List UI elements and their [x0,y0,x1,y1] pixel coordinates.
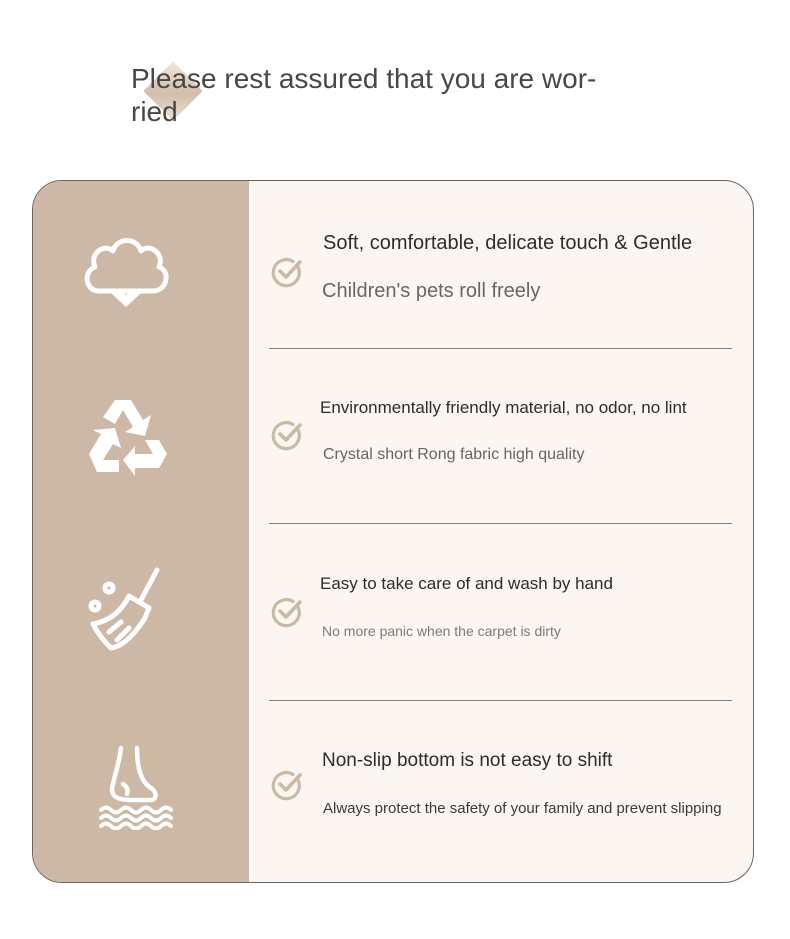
page-title: Please rest assured that you are wor- ried [131,63,597,127]
row-divider [269,523,732,524]
check-icon [271,419,303,451]
row-divider [269,348,732,349]
check-icon [271,596,303,628]
feature-subtitle: Always protect the safety of your family and prevent slipping [323,800,722,817]
brush-icon [87,566,167,652]
check-icon [271,256,303,288]
recycle-icon [85,396,169,476]
feature-subtitle: Children's pets roll freely [322,280,541,302]
foot-wave-icon [97,744,175,830]
feature-title: Soft, comfortable, delicate touch & Gentle [323,232,693,254]
cotton-icon [81,233,171,309]
feature-subtitle: No more panic when the carpet is dirty [322,623,561,639]
features-card [32,180,754,883]
feature-title: Non-slip bottom is not easy to shift [322,750,613,771]
row-divider [269,700,732,701]
feature-subtitle: Crystal short Rong fabric high quality [323,446,585,463]
check-icon [271,769,303,801]
feature-title: Environmentally friendly material, no odor, no lint [320,398,687,417]
feature-title: Easy to take care of and wash by hand [320,574,613,593]
